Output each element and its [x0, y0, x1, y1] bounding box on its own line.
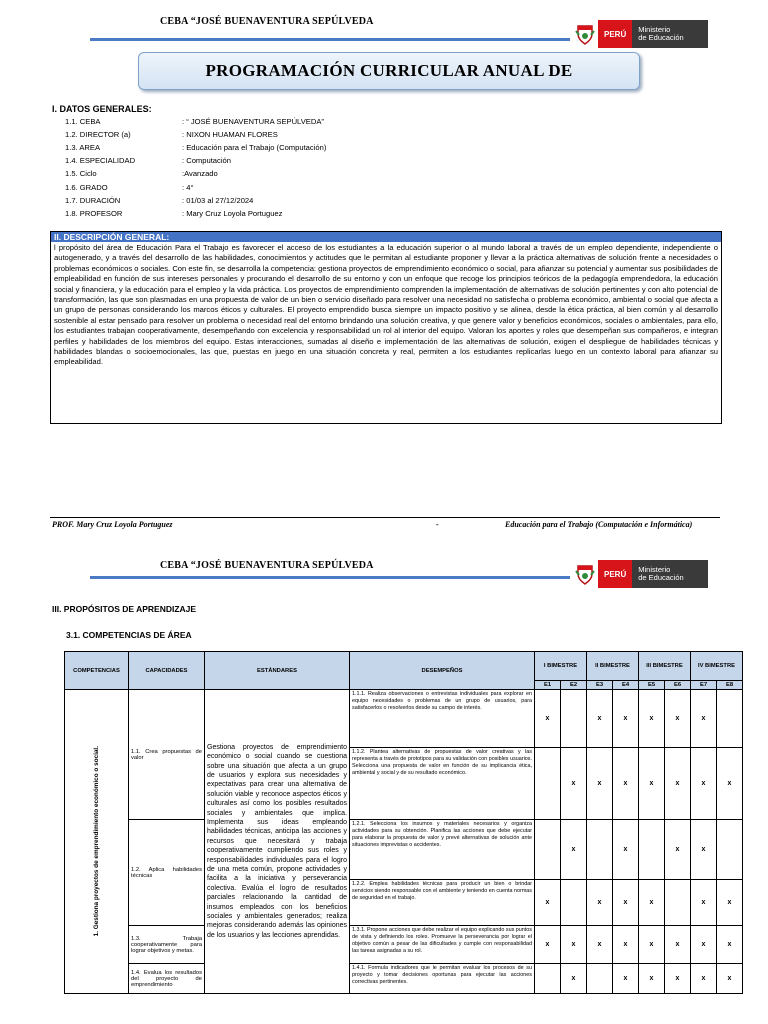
col-eval-5: E5: [639, 681, 665, 690]
section2-heading: II. DESCRIPCIÓN GENERAL:: [51, 232, 721, 242]
ministry-label: [632, 560, 707, 588]
ministry-label: [632, 20, 707, 48]
evaluation-mark: x: [691, 964, 717, 994]
competencies-table: [64, 651, 743, 994]
general-data-value: : NIXON HUAMAN FLORES: [182, 130, 278, 139]
ministry-line2: de Educación: [638, 33, 684, 42]
evaluation-mark: [717, 820, 743, 880]
col-desempenos: DESEMPEÑOS: [350, 652, 535, 690]
ministry-logo-page2: [572, 560, 708, 588]
general-data-row: [65, 183, 193, 195]
ministry-line1: Ministerio: [638, 565, 671, 574]
evaluation-mark: [535, 748, 561, 820]
col-bimestre-2: II BIMESTRE: [587, 652, 639, 681]
evaluation-mark: [587, 820, 613, 880]
document-title: PROGRAMACIÓN CURRICULAR ANUAL DE: [205, 61, 573, 80]
evaluation-mark: x: [587, 926, 613, 964]
desempeno-cell: 1.2.1. Selecciona los insumos y materiales necesarios y organiza actividades para su obtención. Planifica las acciones que debe ejecutar para elaborar la propuesta de valor y prevé alternativas de solución ante situaciones imprevistas o accidentes.: [350, 820, 535, 880]
desempeno-cell: 1.2.2. Emplea habilidades técnicas para producir un bien o brindar servicios siendo responsable con el ambiente y teniendo en cuenta normas de seguridad en el trabajo.: [350, 880, 535, 926]
desempeno-cell: 1.4.1. Formula indicadores que le permitan evaluar los procesos de su proyecto y tomar decisiones oportunas para ejecutar las acciones correctivas pertinentes.: [350, 964, 535, 994]
evaluation-mark: x: [613, 820, 639, 880]
col-eval-8: E8: [717, 681, 743, 690]
general-data-key: 1.4. ESPECIALIDAD: [65, 156, 136, 165]
col-eval-6: E6: [665, 681, 691, 690]
general-data-key: 1.7. DURACIÓN: [65, 196, 121, 205]
evaluation-mark: x: [639, 748, 665, 820]
table-row: [65, 926, 743, 964]
col-bimestre-3: III BIMESTRE: [639, 652, 691, 681]
ministry-line2: de Educación: [638, 573, 684, 582]
evaluation-mark: x: [613, 690, 639, 748]
capacidad-cell: 1.4. Evalua los resultados del proyecto de emprendimiento: [129, 964, 205, 994]
estandar-cell: Gestiona proyectos de emprendimiento económico o social cuando se cuestiona sobre una situación que afecta a un grupo de usuarios y explora sus necesidades y expectativas para crear una alternativa de solución viable y reconoce aspectos éticos y culturales así como los posibles resultados sociales y ambientales que implica. Implementa sus ideas empleando habilidades técnicas, anticipa las acciones y recursos que necesitará y trabaja cooperativamente cumpliendo sus roles y responsabilidades individuales para el logro de una meta común, propone actividades y facilita a la iniciativa y perseverancia colectiva. Evalúa el logro de resultados parciales relacionando la cantidad de insumos empleados con los beneficios sociales y ambientales generados; realiza mejoras considerando además las opiniones de los usuarios y las lecciones aprendidas.: [205, 690, 350, 994]
evaluation-mark: x: [561, 820, 587, 880]
capacidad-cell: 1.2. Aplica habilidades técnicas: [129, 820, 205, 926]
evaluation-mark: x: [613, 926, 639, 964]
evaluation-mark: x: [691, 820, 717, 880]
evaluation-mark: x: [561, 926, 587, 964]
general-data-row: [65, 169, 218, 181]
general-data-value: :Avanzado: [182, 169, 218, 178]
evaluation-mark: [587, 964, 613, 994]
peru-shield-icon: [572, 20, 598, 48]
evaluation-mark: x: [587, 690, 613, 748]
capacidad-cell: 1.1. Crea propuestas de valor: [129, 690, 205, 820]
evaluation-mark: x: [691, 690, 717, 748]
footer-separator: -: [436, 520, 439, 529]
evaluation-mark: x: [535, 926, 561, 964]
evaluation-mark: [665, 880, 691, 926]
general-data-value: : Computación: [182, 156, 231, 165]
col-bimestre-1: I BIMESTRE: [535, 652, 587, 681]
evaluation-mark: x: [665, 820, 691, 880]
evaluation-mark: x: [535, 690, 561, 748]
evaluation-mark: x: [717, 880, 743, 926]
peru-label: PERÚ: [598, 20, 632, 48]
col-bimestre-4: IV BIMESTRE: [691, 652, 743, 681]
col-eval-4: E4: [613, 681, 639, 690]
general-data-row: [65, 143, 326, 155]
evaluation-mark: x: [639, 880, 665, 926]
document-title-box: [138, 52, 640, 90]
evaluation-mark: x: [665, 926, 691, 964]
competencies-body: [65, 690, 743, 994]
desempeno-cell: 1.3.1. Propone acciones que debe realizar el equipo explicando sus puntos de vista y definiendo los roles. Promueve la perseverancia por lograr el objetivo común a pesar de las dificultades y cumple con responsabilidad las tareas asignadas a su rol.: [350, 926, 535, 964]
evaluation-mark: x: [535, 880, 561, 926]
general-data-row: [65, 117, 324, 129]
general-data-value: : 01/03 al 27/12/2024: [182, 196, 254, 205]
header-accent-line: [90, 38, 570, 41]
evaluation-mark: x: [691, 880, 717, 926]
evaluation-mark: x: [613, 964, 639, 994]
col-eval-2: E2: [561, 681, 587, 690]
general-data-key: 1.1. CEBA: [65, 117, 101, 126]
general-data-row: [65, 209, 282, 221]
evaluation-mark: x: [587, 748, 613, 820]
section3-heading: III. PROPÓSITOS DE APRENDIZAJE: [52, 604, 197, 614]
evaluation-mark: x: [717, 926, 743, 964]
general-data-row: [65, 196, 253, 208]
ministry-logo: [572, 20, 708, 48]
capacidad-cell: 1.3. Trabaja cooperativamente para lograr objetivos y metas.: [129, 926, 205, 964]
evaluation-mark: x: [561, 964, 587, 994]
general-data-row: [65, 156, 231, 168]
school-name: CEBA “JOSÉ BUENAVENTURA SEPÚLVEDA: [160, 16, 374, 27]
footer-teacher: PROF. Mary Cruz Loyola Portuguez: [52, 520, 173, 529]
col-competencias: COMPETENCIAS: [65, 652, 129, 690]
general-data-row: [65, 130, 278, 142]
table-row: [65, 820, 743, 880]
evaluation-mark: [561, 880, 587, 926]
evaluation-mark: x: [691, 926, 717, 964]
evaluation-mark: x: [717, 964, 743, 994]
evaluation-mark: x: [639, 926, 665, 964]
col-eval-1: E1: [535, 681, 561, 690]
ministry-line1: Ministerio: [638, 25, 671, 34]
general-data-value: : 4°: [182, 183, 194, 192]
table-row: [65, 690, 743, 748]
general-description-box: [50, 231, 722, 424]
section1-heading: I. DATOS GENERALES:: [52, 104, 152, 114]
general-data-key: 1.3. AREA: [65, 143, 101, 152]
general-data-key: 1.5. Ciclo: [65, 169, 97, 178]
table-row: [65, 964, 743, 994]
col-eval-7: E7: [691, 681, 717, 690]
general-data-value: : Mary Cruz Loyola Portuguez: [182, 209, 283, 218]
evaluation-mark: x: [587, 880, 613, 926]
evaluation-mark: x: [639, 690, 665, 748]
peru-label: PERÚ: [598, 560, 632, 588]
evaluation-mark: [639, 820, 665, 880]
evaluation-mark: x: [639, 964, 665, 994]
evaluation-mark: x: [613, 748, 639, 820]
col-estandares: ESTÁNDARES: [205, 652, 350, 690]
evaluation-mark: x: [717, 748, 743, 820]
evaluation-mark: x: [561, 748, 587, 820]
col-eval-3: E3: [587, 681, 613, 690]
general-data-key: 1.6. GRADO: [65, 183, 108, 192]
footer-area: Educación para el Trabajo (Computación e Informática): [505, 520, 693, 529]
evaluation-mark: x: [665, 964, 691, 994]
desempeno-cell: 1.1.2. Plantea alternativas de propuestas de valor creativas y las representa a través de prototipos para su validación con posibles usuarios. Selecciona una propuesta de valor en función de su implicancia ética, ambiental y social y de su resultado económico.: [350, 748, 535, 820]
competencia-label: 1. Gestiona proyectos de emprendimiento económico o social.: [93, 746, 100, 937]
general-description-text: l propósito del área de Educación Para el Trabajo es favorecer el acceso de los estudiantes a la educación superior o al mundo laboral a través de un empleo dependiente, independiente o autogenerado, y a través del desarrollo de las habilidades, conocimientos y actitudes que le permitan al estudiante proponer y llevar a la práctica alternativas de solución frente a necesidades o problemas económicos o sociales. Con este fin, se desarrolla la competencia: gestiona proyectos de emprendimiento económico o social, para afianzar su potencial y aumentar sus posibilidades de empleabilidad en función de sus intereses personales y procurando el desarrollo de su entorno y con un enfoque que recoge los principios teóricos de la pedagogía emprendedora, la educación social y financiera, y la educación para el empleo y la vida práctica. Los proyectos de emprendimiento comprenden la implementación de alternativas de solución pertinentes y con alto potencial de transformación, las que son plasmadas en una propuesta de valor de un bien o servicio diseñado para resolver una necesidad no satisfecha o problema económico, ambiental o social que afecta a un grupo de personas considerando los marcos éticos y culturales. El proyecto emprendido busca siempre un impacto positivo y se alinea, desde la ética práctica, al bien común y al desarrollo sostenible al estar pensado para resolver un problema o necesidad real del entorno brindando una solución creativa, y que genere valor y beneficios económicos, sociales o ambientales, para ello, los estudiantes trabajan cooperativamente, desempeñando con excelencia y responsabilidad un rol al interior del equipo. Valoran los aportes y roles que desempeñan sus compañeros, e integran perfiles y habilidades de los miembros del equipo. Estas interacciones, sumadas al diseño e implementación de las alternativas de solución, exigen el despliegue de habilidades técnicas y habilidades blandas o socioemocionales, las que, puestas en juego en una situación concreta y real, permiten a los estudiantes replicarlas luego en un contexto laboral para afianzar su empleabilidad.: [54, 243, 718, 367]
peru-shield-icon: [572, 560, 598, 588]
evaluation-mark: x: [691, 748, 717, 820]
evaluation-mark: [535, 964, 561, 994]
general-data-value: : Educación para el Trabajo (Computación): [182, 143, 327, 152]
col-capacidades: CAPACIDADES: [129, 652, 205, 690]
evaluation-mark: [717, 690, 743, 748]
general-data-value: : “ JOSÉ BUENAVENTURA SEPÚLVEDA”: [182, 117, 324, 126]
competencia-cell: [65, 690, 129, 994]
general-data-key: 1.2. DIRECTOR (a): [65, 130, 131, 139]
evaluation-mark: x: [613, 880, 639, 926]
evaluation-mark: [561, 690, 587, 748]
desempeno-cell: 1.1.1. Realiza observaciones o entrevistas individuales para explorar en equipo necesidades o problemas de un grupo de usuarios, para satisfacerlos o resolverlos desde su campo de interés.: [350, 690, 535, 748]
school-name-page2: CEBA “JOSÉ BUENAVENTURA SEPÚLVEDA: [160, 560, 374, 571]
evaluation-mark: [535, 820, 561, 880]
section3-subheading: 3.1. COMPETENCIAS DE ÁREA: [66, 630, 192, 640]
evaluation-mark: x: [665, 690, 691, 748]
header-accent-line-page2: [90, 576, 570, 579]
footer-line: [50, 517, 720, 518]
evaluation-mark: x: [665, 748, 691, 820]
general-data-key: 1.8. PROFESOR: [65, 209, 123, 218]
